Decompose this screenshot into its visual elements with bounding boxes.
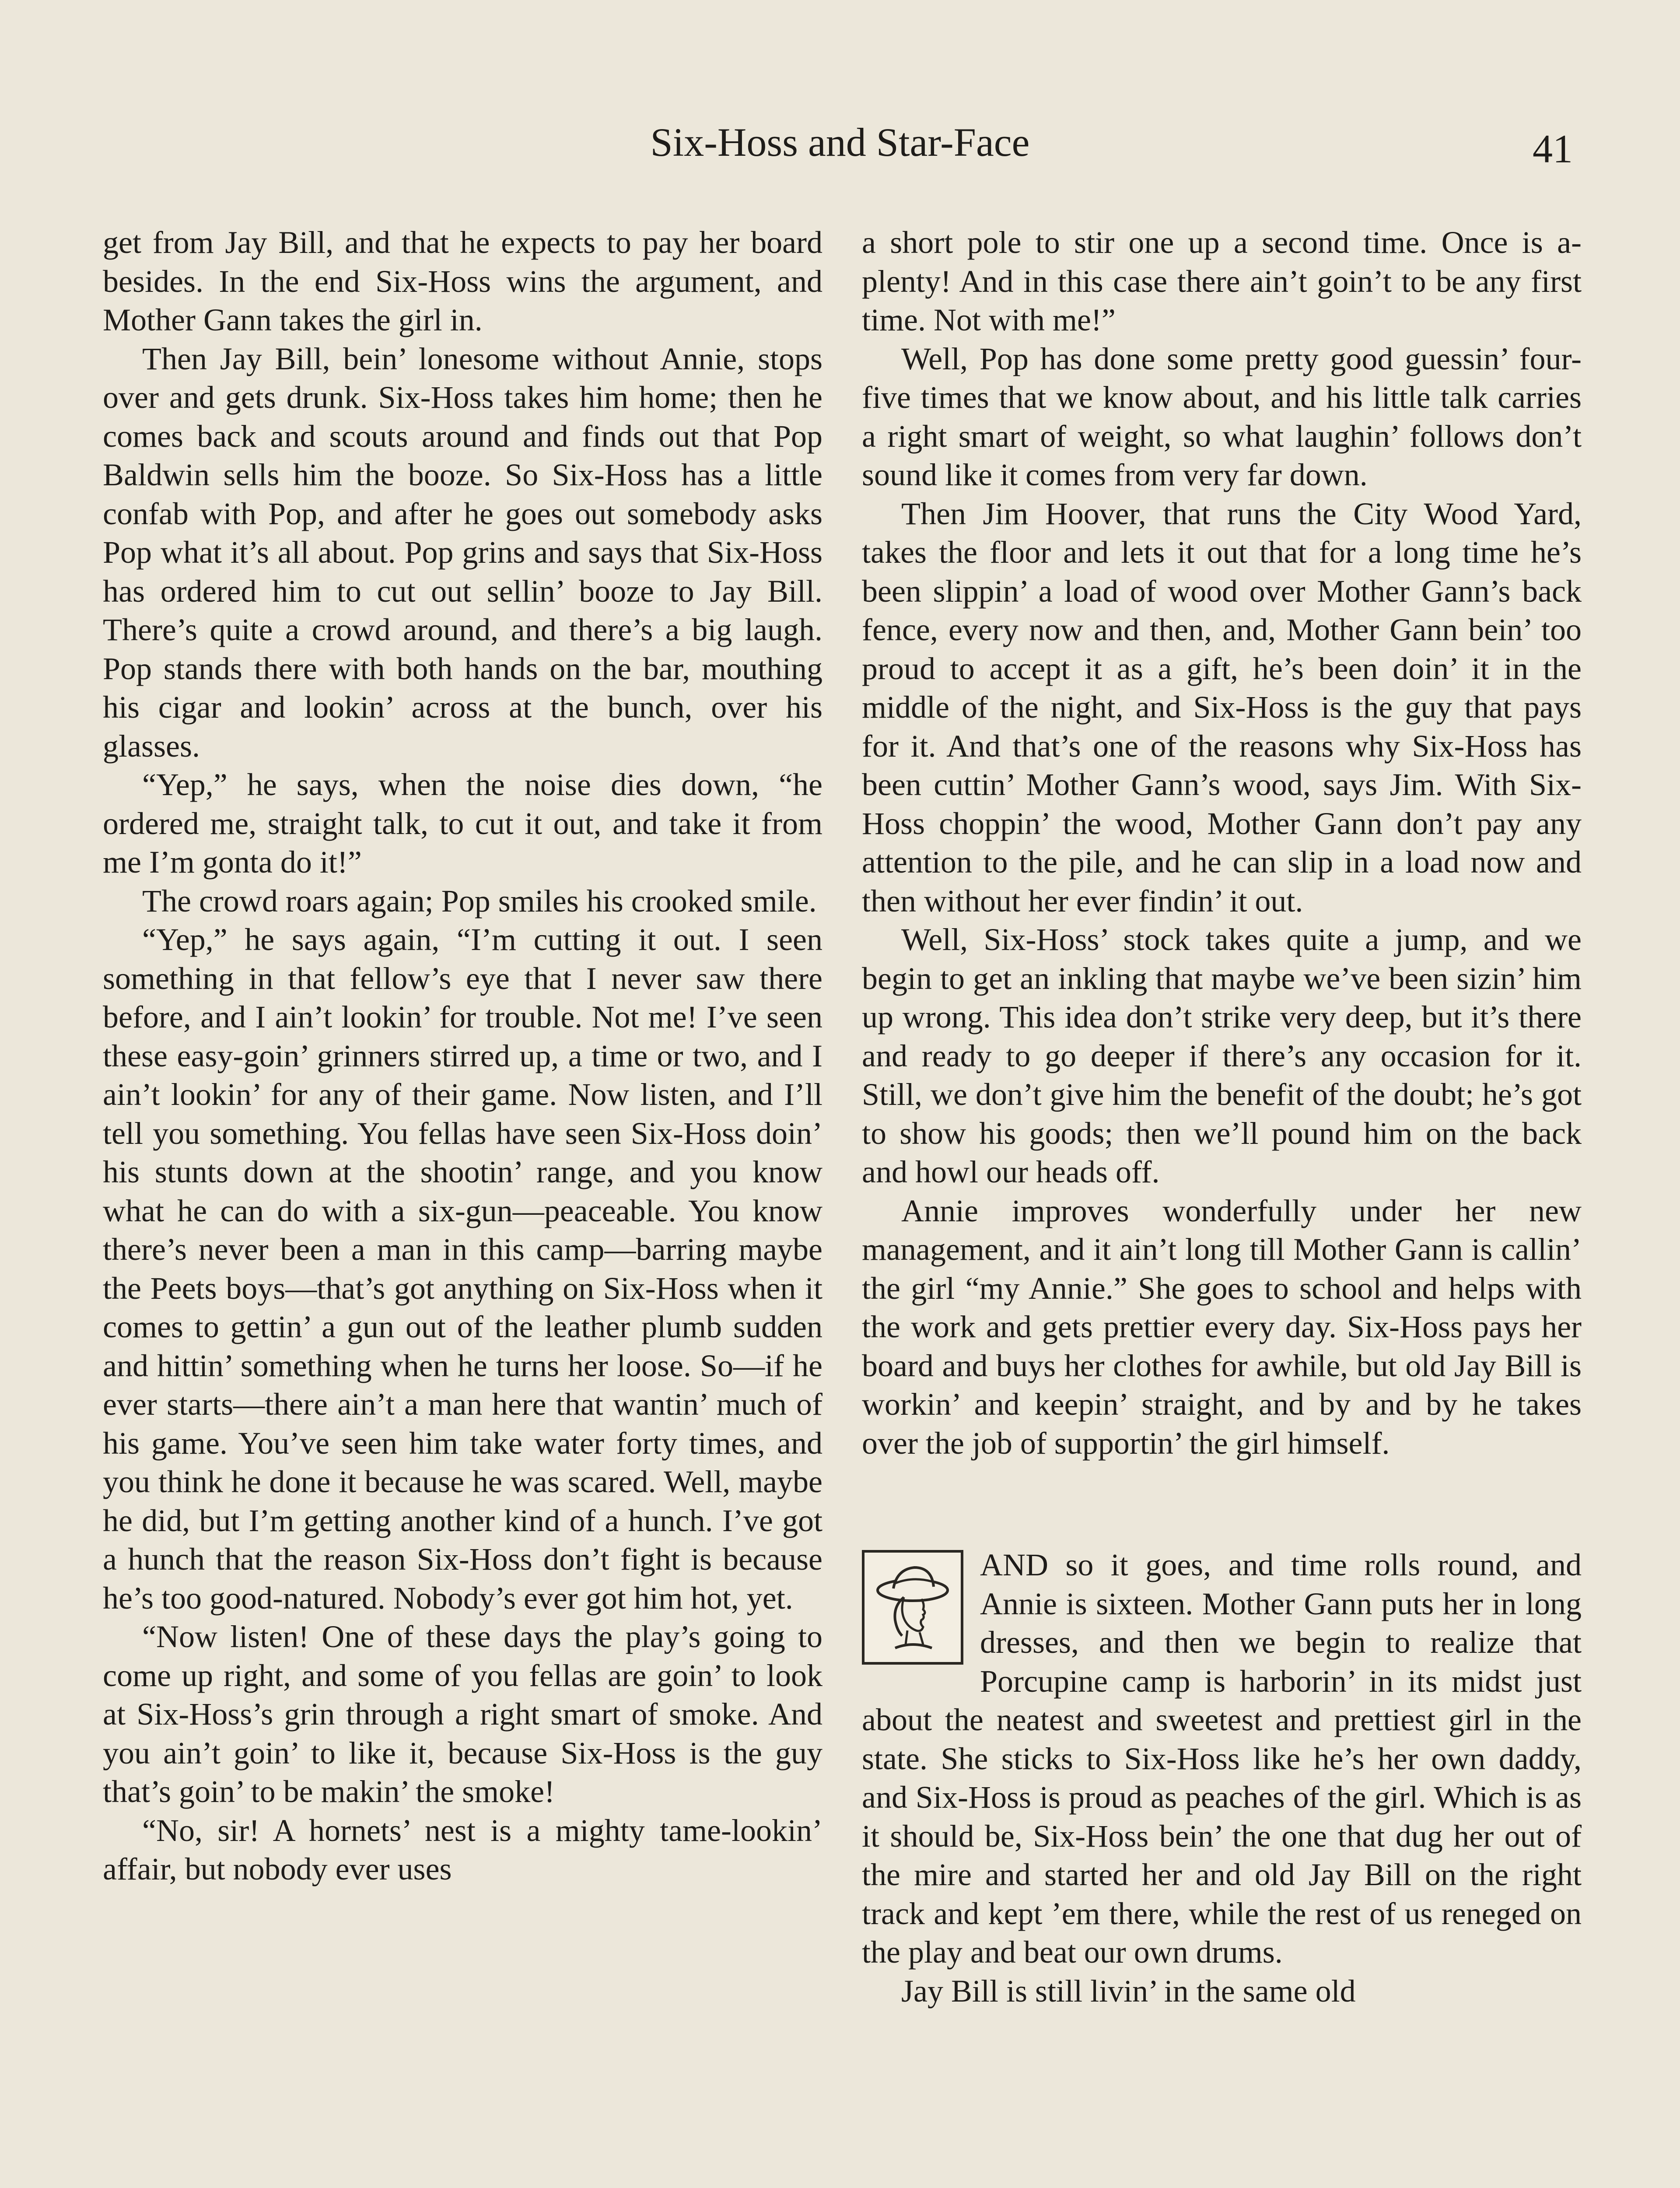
page-number: 41 xyxy=(1533,126,1573,171)
paragraph: Jay Bill is still livin’ in the same old xyxy=(901,1973,1356,2009)
paragraph: “No, sir! A hornets’ nest is a mighty tame-lookin’ affair, but nobody ever uses xyxy=(103,1813,822,1886)
paragraph: Then Jim Hoover, that runs the City Wood Yard, takes the floor and lets it out that for a long time he’s been slippin’ a load of wood over Mother Gann’s back fence, every now and then, and, Mother Gann bein’ too proud to accept it as a gift, he’s been doin’ it in the middle of the night, and Six-Hoss is the guy that pays for it. And that’s one of the reasons why Six-Hoss has been cuttin’ Mother Gann’s wood, says Jim. With Six-Hoss choppin’ the wood, Mother Gann don’t pay any attention to the pile, and he can slip in a load now and then without her ever findin’ it out. xyxy=(862,496,1582,919)
left-column xyxy=(103,223,822,1889)
paragraph: “Now listen! One of these days the play’s going to come up right, and some of you fellas are goin’ to look at Six-Hoss’s grin through a right smart of smoke. And you ain’t goin’ to like it, because Six-Hoss is the guy that’s goin’ to be makin’ the smoke! xyxy=(103,1619,822,1809)
paragraph: Then Jay Bill, bein’ lonesome without Annie, stops over and gets drunk. Six-Hoss takes him home; then he comes back and scouts around and finds out that Pop Baldwin sells him the booze. So Six-Hoss has a little confab with Pop, and after he goes out somebody asks Pop what it’s all about. Pop grins and says that Six-Hoss has ordered him to cut out sellin’ booze to Jay Bill. There’s quite a crowd around, and there’s a big laugh. Pop stands there with both hands on the bar, mouthing his cigar and lookin’ across at the bunch, over his glasses. xyxy=(103,341,822,764)
paragraph: Well, Six-Hoss’ stock takes quite a jump, and we begin to get an inkling that maybe we’ve been sizin’ him up wrong. This idea don’t strike very deep, but it’s there and ready to go deeper if there’s any occasion for it. Still, we don’t give him the benefit of the doubt; he’s got to show his goods; then we’ll pound him on the back and howl our heads off. xyxy=(862,922,1582,1189)
section-two xyxy=(862,1546,1582,2010)
running-head-title: Six-Hoss and Star-Face xyxy=(650,120,1030,165)
paragraph: a short pole to stir one up a second time. Once is a-plenty! And in this case there ain’t goin’t to be any first time. Not with me!” xyxy=(862,225,1582,337)
paragraph: “Yep,” he says, when the noise dies down, “he ordered me, straight talk, to cut it out, and take it from me I’m gonta do it!” xyxy=(103,767,822,880)
paragraph: The crowd roars again; Pop smiles his crooked smile. xyxy=(142,883,817,919)
paragraph: Well, Pop has done some pretty good guessin’ four-five times that we know about, and his little talk carries a right smart of weight, so what laughin’ follows don’t sound like it comes from very far down. xyxy=(862,341,1582,492)
portrait-of-woman-in-hat-icon xyxy=(862,1550,963,1665)
paragraph: Annie improves wonderfully under her new management, and it ain’t long till Mother Gann is callin’ the girl “my Annie.” She goes to school and helps with the work and gets prettier every day. Six-Hoss pays her board and buys her clothes for awhile, but old Jay Bill is workin’ and keepin’ straight, and by and by he takes over the job of supportin’ the girl himself. xyxy=(862,1193,1582,1461)
paragraph: “Yep,” he says again, “I’m cutting it out. I seen something in that fellow’s eye that I never saw there before, and I ain’t lookin’ for trouble. Not me! I’ve seen these easy-goin’ grinners stirred up, a time or two, and I ain’t lookin’ for any of their game. Now listen, and I’ll tell you something. You fellas have seen Six-Hoss doin’ his stunts down at the shootin’ range, and you know what he can do with a six-gun—peaceable. You know there’s never been a man in this camp—barring maybe the Peets boys—that’s got anything on Six-Hoss when it comes to gettin’ a gun out of the leather plumb sudden and hittin’ something when he turns her loose. So—if he ever starts—there ain’t a man here that wantin’ much of his game. You’ve seen him take water forty times, and you think he done it because he was scared. Well, maybe he did, but I’m getting another kind of a hunch. I’ve got a hunch that the reason Six-Hoss don’t fight is because he’s too good-natured. Nobody’s ever got him hot, yet. xyxy=(103,922,822,1616)
paragraph: get from Jay Bill, and that he expects to pay her board besides. In the end Six-Hoss wins the argument, and Mother Gann takes the girl in. xyxy=(103,225,822,337)
right-column xyxy=(862,223,1582,2010)
paragraph: AND so it goes, and time rolls round, and Annie is sixteen. Mother Gann puts her in long dresses, and then we begin to realize that Porcupine camp is harborin’ in its midst just about the neatest and sweetest and prettiest girl in the state. She sticks to Six-Hoss like he’s her own daddy, and Six-Hoss is proud as peaches of the girl. Which is as it should be, Six-Hoss bein’ the one that dug her out of the mire and started her and old Jay Bill on the right track and kept ’em there, while the rest of us reneged on the play and beat our own drums. xyxy=(862,1547,1582,1970)
